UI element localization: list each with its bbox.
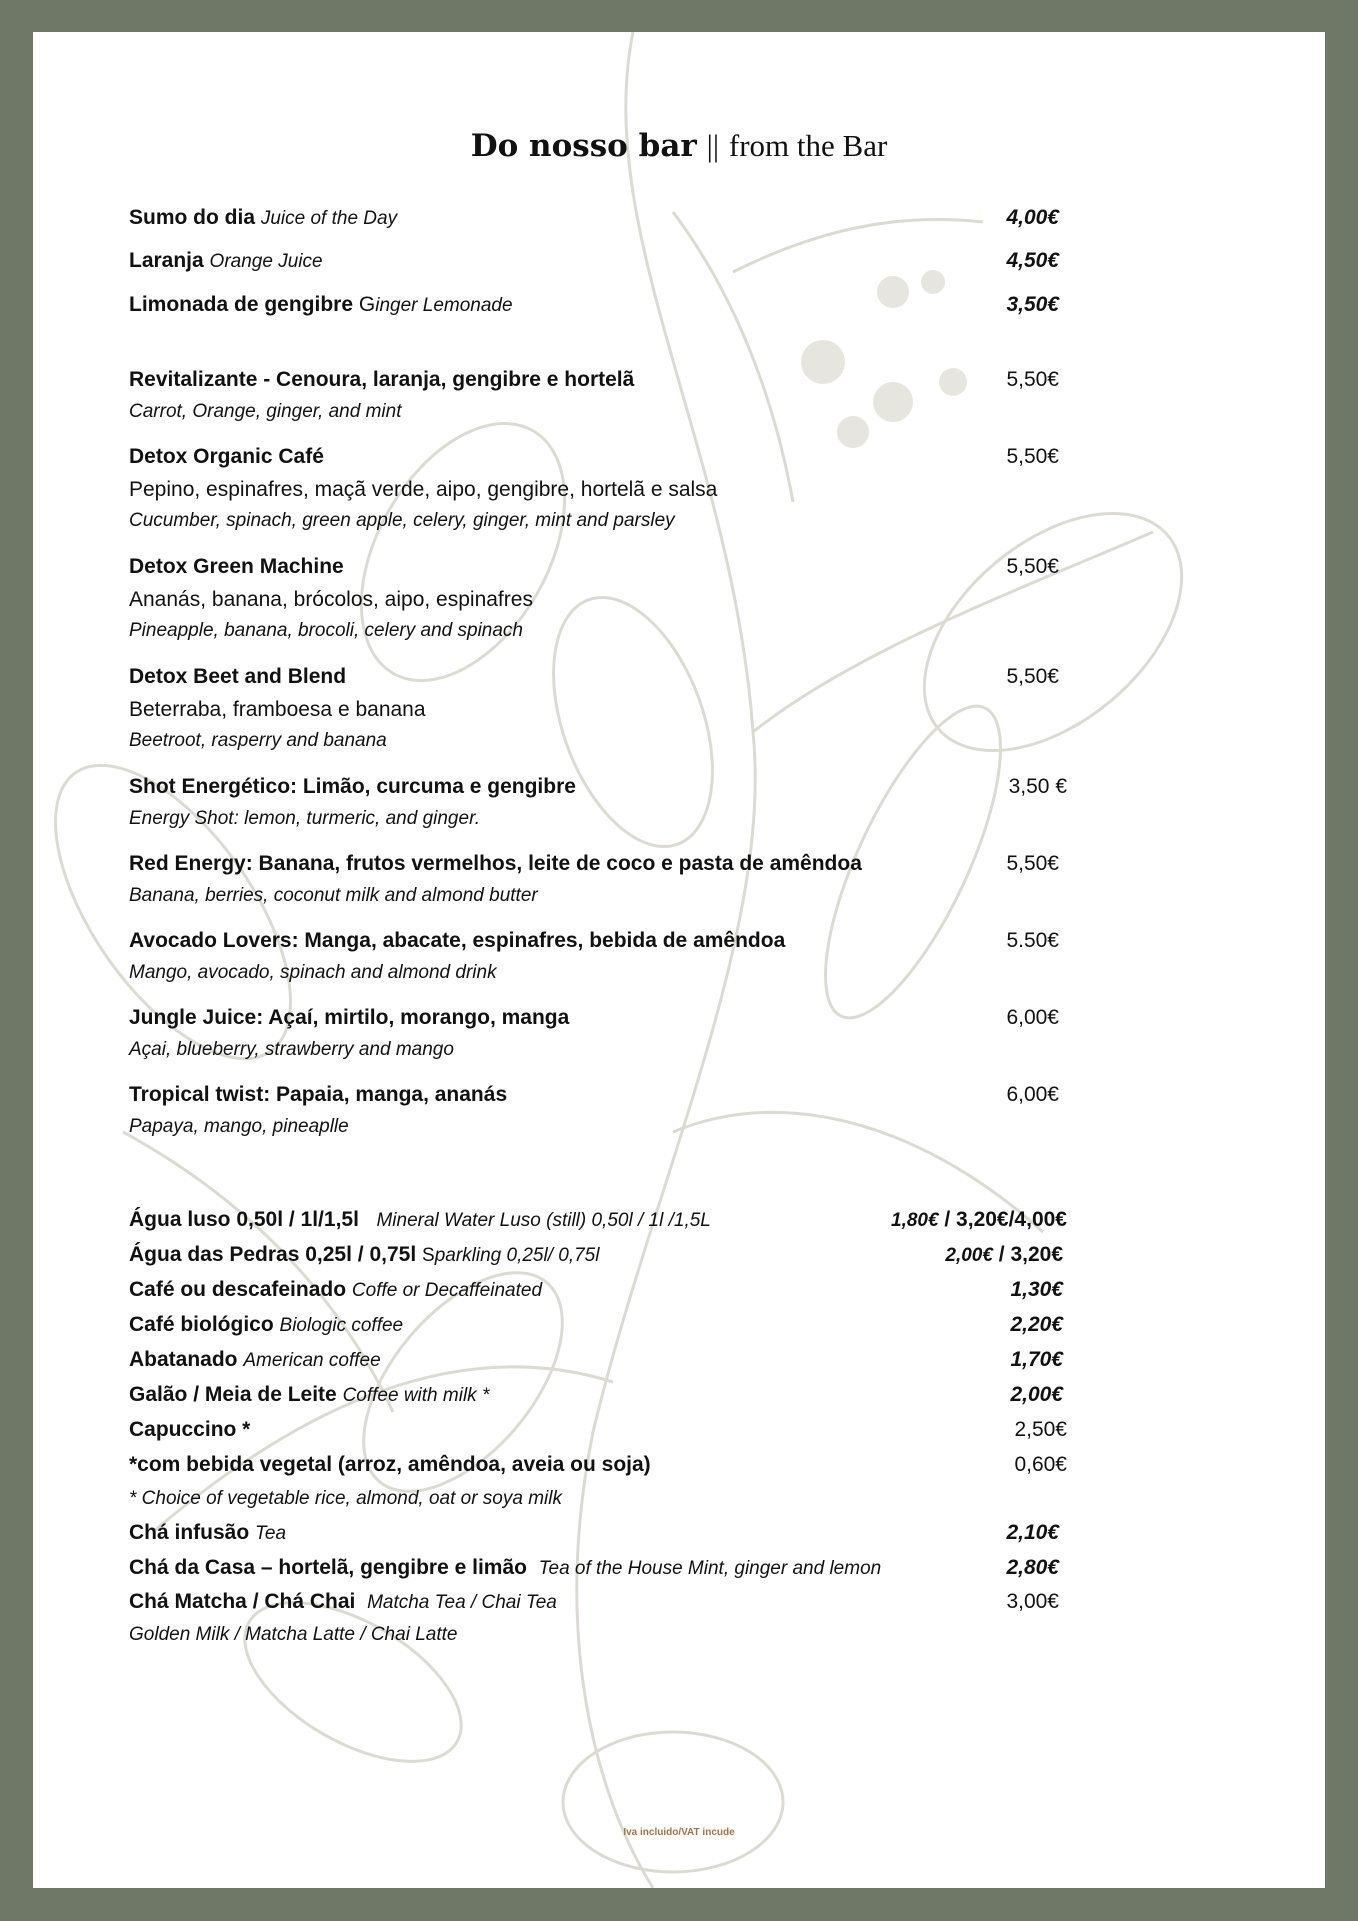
item-price: 5.50€ <box>1006 929 1059 952</box>
item-price: 1,30€ <box>1010 1278 1063 1301</box>
item-en: Juice of the Day <box>260 208 398 229</box>
item-en-initial: S <box>422 1245 435 1266</box>
item-price: 2,00€ <box>1010 1383 1063 1406</box>
item-name: Sumo do dia <box>129 206 255 229</box>
item-price <box>33 1207 1067 1234</box>
item-price <box>33 1242 1063 1269</box>
title-separator: || <box>706 128 720 163</box>
item-price: 2,50€ <box>1014 1418 1067 1441</box>
vegetal-note: * Choice of vegetable rice, almond, oat or soya milk <box>129 1488 562 1509</box>
price-large: / 3,20€ <box>992 1243 1063 1266</box>
item-en: American coffee <box>243 1350 381 1371</box>
page-title <box>33 128 1325 164</box>
menu-page <box>33 32 1325 1888</box>
item-name: Limonada de gengibre <box>129 293 354 316</box>
item-en: Mineral Water Luso (still) 0,50l / 1l /1,5L <box>376 1210 711 1231</box>
item-name: Tropical twist: Papaia, manga, ananás <box>129 1083 508 1106</box>
item-name: Detox Green Machine <box>129 555 344 578</box>
latte-note: Golden Milk / Matcha Latte / Chai Latte <box>129 1624 458 1645</box>
item-name: *com bebida vegetal (arroz, amêndoa, aveia ou soja) <box>129 1453 651 1476</box>
item-name: Detox Organic Café <box>129 445 324 468</box>
price-small: 1,80€ <box>891 1210 939 1231</box>
item-en: Açai, blueberry, strawberry and mango <box>129 1039 454 1060</box>
item-price: 3,50 € <box>1008 775 1067 798</box>
item-en: Mango, avocado, spinach and almond drink <box>129 962 497 983</box>
item-price: 2,20€ <box>1010 1313 1063 1336</box>
item-name: Chá infusão <box>129 1521 250 1544</box>
item-en: Coffee with milk * <box>342 1385 490 1406</box>
item-price: 2,10€ <box>1006 1521 1059 1544</box>
item-price: 0,60€ <box>1014 1453 1067 1476</box>
item-price: 4,00€ <box>1006 206 1059 229</box>
item-pt: Ananás, banana, brócolos, aipo, espinafres <box>129 588 533 611</box>
item-en: Tea of the House Mint, ginger and lemon <box>538 1558 882 1579</box>
item-price: 1,70€ <box>1010 1348 1063 1371</box>
item-name: Shot Energético: Limão, curcuma e gengibre <box>129 775 576 798</box>
item-en: Beetroot, rasperry and banana <box>129 730 387 751</box>
item-name: Chá da Casa – hortelã, gengibre e limão <box>129 1556 527 1579</box>
item-price: 5,50€ <box>1006 555 1059 578</box>
item-name: Red Energy: Banana, frutos vermelhos, leite de coco e pasta de amêndoa <box>129 852 862 875</box>
item-pt: Pepino, espinafres, maçã verde, aipo, gengibre, hortelã e salsa <box>129 478 718 501</box>
item-en: parkling 0,25l/ 0,75l <box>434 1245 600 1266</box>
item-en: Biologic coffee <box>279 1315 404 1336</box>
vat-footer: Iva incluido/VAT incude <box>623 1827 735 1838</box>
item-name: Revitalizante - Cenoura, laranja, gengibre e hortelã <box>129 368 635 391</box>
item-price: 6,00€ <box>1006 1083 1059 1106</box>
item-en-initial: G <box>358 293 376 316</box>
item-name: Café biológico <box>129 1313 274 1336</box>
price-large: / 3,20€/4,00€ <box>938 1208 1067 1231</box>
item-en: Pineapple, banana, brocoli, celery and spinach <box>129 620 523 641</box>
item-name: Galão / Meia de Leite <box>129 1383 337 1406</box>
item-en: Cucumber, spinach, green apple, celery, ginger, mint and parsley <box>129 510 675 531</box>
item-name: Detox Beet and Blend <box>129 665 347 688</box>
item-en: inger Lemonade <box>375 295 513 316</box>
item-name: Avocado Lovers: Manga, abacate, espinafres, bebida de amêndoa <box>129 929 786 952</box>
item-name: Água luso 0,50l / 1l/1,5l <box>129 1208 359 1231</box>
item-price: 3,00€ <box>1006 1590 1059 1613</box>
item-price: 2,80€ <box>1006 1556 1059 1579</box>
item-price: 5,50€ <box>1006 445 1059 468</box>
item-name: Laranja <box>129 249 204 272</box>
item-price: 3,50€ <box>1006 293 1059 316</box>
title-pt: Do nosso bar <box>470 128 697 164</box>
item-en: Papaya, mango, pineaplle <box>129 1116 349 1137</box>
item-pt: Beterraba, framboesa e banana <box>129 698 426 721</box>
item-en: Coffe or Decaffeinated <box>351 1280 543 1301</box>
item-en: Carrot, Orange, ginger, and mint <box>129 401 402 422</box>
item-en: Tea <box>255 1523 287 1544</box>
item-name: Jungle Juice: Açaí, mirtilo, morango, manga <box>129 1006 570 1029</box>
item-en: Matcha Tea / Chai Tea <box>367 1592 557 1613</box>
item-name: Chá Matcha / Chá Chai <box>129 1590 356 1613</box>
item-en: Energy Shot: lemon, turmeric, and ginger. <box>129 808 480 829</box>
item-price: 6,00€ <box>1006 1006 1059 1029</box>
item-name: Água das Pedras 0,25l / 0,75l <box>129 1243 417 1266</box>
item-name: Café ou descafeinado <box>129 1278 347 1301</box>
price-small: 2,00€ <box>945 1245 993 1266</box>
item-name: Abatanado <box>129 1348 238 1371</box>
item-price: 5,50€ <box>1006 665 1059 688</box>
item-price: 4,50€ <box>1006 249 1059 272</box>
item-name: Capuccino * <box>129 1418 251 1441</box>
item-price: 5,50€ <box>1006 368 1059 391</box>
item-price: 5,50€ <box>1006 852 1059 875</box>
item-en: Orange Juice <box>209 251 323 272</box>
title-en: from the Bar <box>728 128 888 163</box>
item-en: Banana, berries, coconut milk and almond butter <box>129 885 538 906</box>
